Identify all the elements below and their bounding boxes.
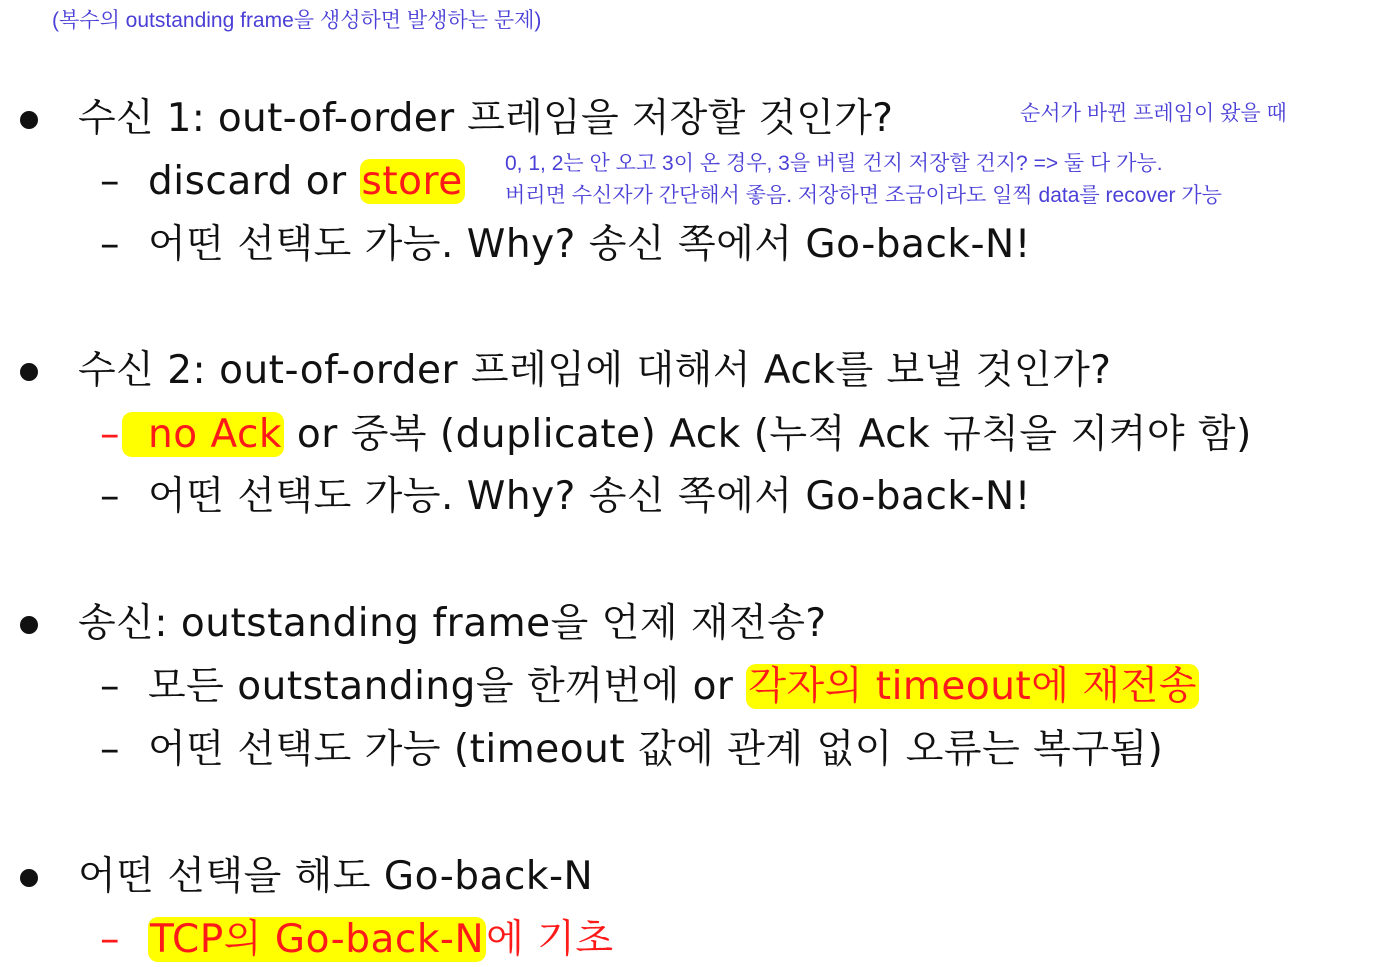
- section-4-item-1: [148, 917, 614, 964]
- section-1-side-note: 순서가 바뀐 프레임이 왔을 때: [1020, 102, 1287, 125]
- section-3-title: 송신: outstanding frame을 언제 재전송?: [78, 601, 827, 646]
- dash-3-2: –: [100, 727, 120, 772]
- section-1-item-2: 어떤 선택도 가능. Why? 송신 쪽에서 Go-back-N!: [148, 222, 1031, 267]
- section-2-item-2: 어떤 선택도 가능. Why? 송신 쪽에서 Go-back-N!: [148, 474, 1031, 519]
- top-annotation: (복수의 outstanding frame을 생성하면 발생하는 문제): [52, 9, 542, 32]
- section-1-inline-note-1: 0, 1, 2는 안 오고 3이 온 경우, 3을 버릴 건지 저장할 건지? => 둘 다 가능.: [505, 152, 1163, 175]
- item-text: discard or: [148, 159, 360, 204]
- item-text: or 중복 (duplicate) Ack (누적 Ack 규칙을 지켜야 함): [284, 412, 1252, 457]
- dash-3-1: –: [100, 664, 120, 709]
- bullet-2: [20, 363, 38, 381]
- tcp-highlight: TCP의 Go-back-N: [150, 917, 485, 962]
- section-2-item-1: [122, 412, 1252, 459]
- no-ack-highlight: no Ack: [122, 412, 284, 457]
- dash-2-1: –: [100, 412, 120, 457]
- item-text: 모든 outstanding을 한꺼번에 or: [148, 664, 747, 709]
- bullet-1: [20, 111, 38, 129]
- dash-4-1: –: [100, 917, 120, 962]
- timeout-highlight: 각자의 timeout에 재전송: [748, 664, 1197, 709]
- section-1-title: 수신 1: out-of-order 프레임을 저장할 것인가?: [78, 96, 894, 141]
- section-3-item-1: [148, 664, 1199, 711]
- section-4-title: 어떤 선택을 해도 Go-back-N: [78, 854, 594, 899]
- dash-2-2: –: [100, 474, 120, 519]
- dash-1-1: –: [100, 159, 120, 204]
- section-3-item-2: 어떤 선택도 가능 (timeout 값에 관계 없이 오류는 복구됨): [148, 727, 1164, 772]
- section-1-inline-note-2: 버리면 수신자가 간단해서 좋음. 저장하면 조금이라도 일찍 data를 recover 가능: [505, 184, 1222, 207]
- section-2-title: 수신 2: out-of-order 프레임에 대해서 Ack를 보낼 것인가?: [78, 348, 1112, 393]
- section-1-item-1: [148, 159, 465, 206]
- bullet-3: [20, 616, 38, 634]
- dash-1-2: –: [100, 222, 120, 267]
- item-text: 에 기초: [486, 917, 614, 962]
- bullet-4: [20, 869, 38, 887]
- store-highlight: store: [361, 159, 463, 204]
